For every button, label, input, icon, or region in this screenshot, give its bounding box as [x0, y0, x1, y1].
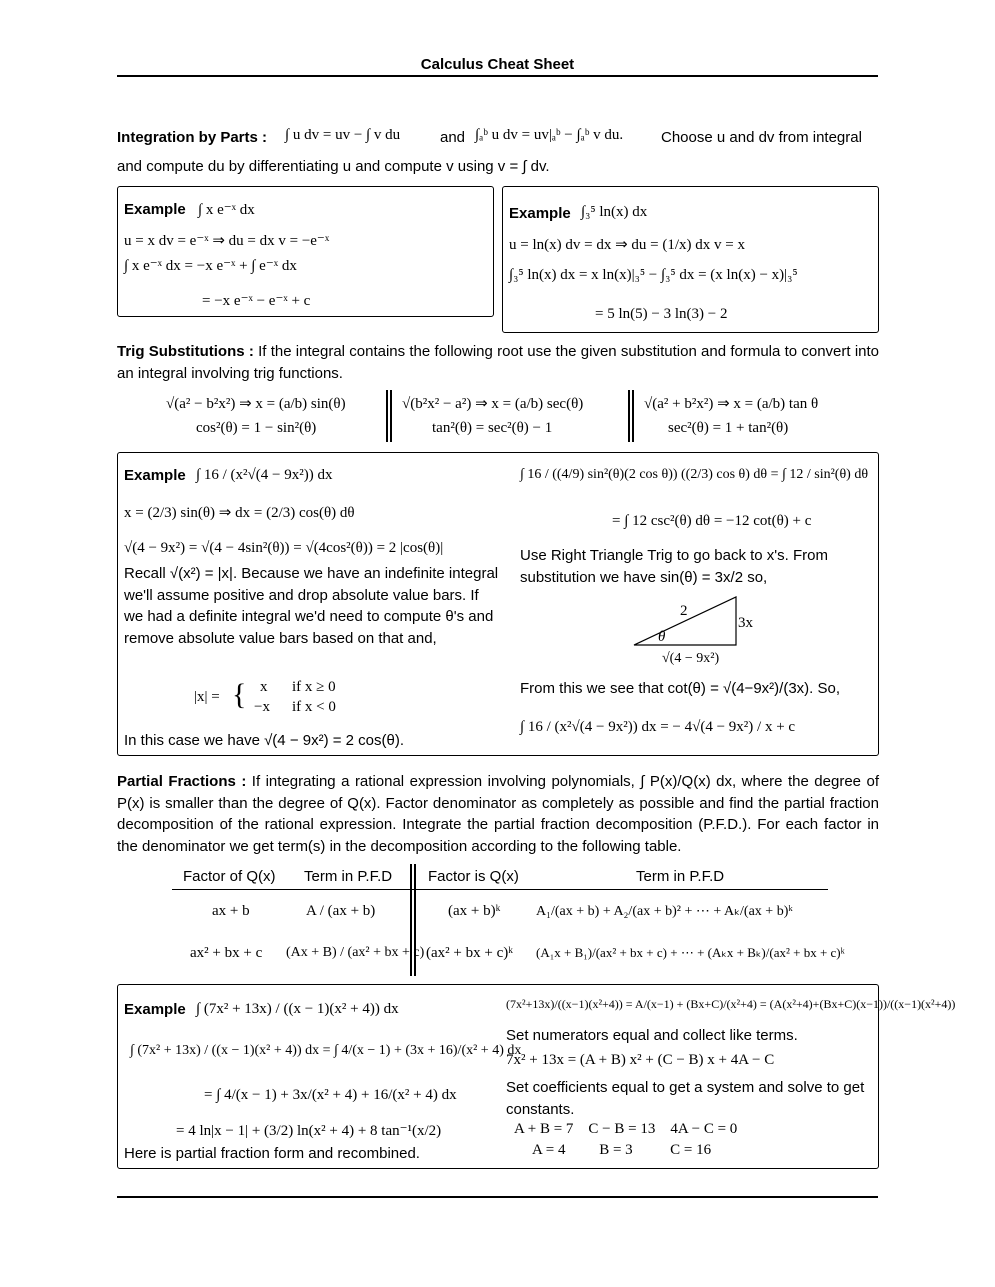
ibp-and: and — [440, 129, 466, 146]
ibp-label: Integration by Parts : — [117, 129, 268, 146]
example-label: Example — [509, 205, 571, 222]
triangle-hypotenuse-label: 2 — [680, 603, 688, 619]
ex4-line4: Here is partial fraction form and recombined. — [124, 1145, 420, 1162]
pfd-r1-term-k: A₁/(ax + b) + A₂/(ax + b)² + ⋯ + Aₖ/(ax + b)ᵏ — [536, 904, 793, 919]
ex3-abs-lhs: |x| = — [194, 689, 220, 705]
pfd-r2-term: (Ax + B) / (ax² + bx + c) — [286, 945, 425, 960]
ibp-formula-1: ∫ u dv = uv − ∫ v du — [285, 127, 401, 143]
column-divider — [628, 390, 630, 442]
pfd-header-term-k: Term in P.F.D — [636, 868, 725, 885]
pfd-header-factor: Factor of Q(x) — [183, 868, 276, 885]
triangle-adjacent-label: √(4 − 9x²) — [662, 651, 720, 666]
ex3-paragraph: Recall √(x²) = |x|. Because we have an indefinite integral we'll assume positive and drop absolute value bars. If we had a definite integral we'd need to compute θ's and remove absolute value bars based on that and, — [124, 565, 499, 647]
ex3-integral: ∫ 16 / (x²√(4 − 9x²)) dx — [196, 467, 333, 483]
column-divider — [390, 390, 392, 442]
triangle-opposite-label: 3x — [738, 615, 753, 631]
ex1-line1: u = x dv = e⁻ˣ ⇒ du = dx v = −e⁻ˣ — [124, 233, 330, 249]
pf-text: If integrating a rational expression involving polynomials, ∫ P(x)/Q(x) dx, where the degree of P(x) is smaller than the degree of Q(x). Factor denominator as completely as possible and find the partial fraction decomposition of the rational expression. Integrate the partial fraction decomposition (P.F.D.). For each factor in the denominator we get term(s) in the decomposition according to the following table. — [117, 773, 879, 855]
ex3-final: In this case we have √(4 − 9x²) = 2 cos(θ). — [124, 732, 405, 749]
pfd-r2-factor: ax² + bx + c — [190, 945, 263, 961]
trig-col3-bottom: sec²(θ) = 1 + tan²(θ) — [668, 420, 789, 436]
column-divider — [632, 390, 634, 442]
pfd-header-term: Term in P.F.D — [304, 868, 393, 885]
pfd-r1-factor: ax + b — [212, 903, 250, 919]
example-box-parts-1 — [117, 186, 494, 317]
ex3-right-line1: ∫ 16 / ((4/9) sin²(θ)(2 cos θ)) ((2/3) cos θ) dθ = ∫ 12 / sin²(θ) dθ — [520, 467, 869, 482]
ex3-case2: −x — [254, 699, 270, 715]
ex3-case1-cond: if x ≥ 0 — [292, 679, 336, 695]
trig-col2-top: √(b²x² − a²) ⇒ x = (a/b) sec(θ) — [402, 396, 584, 412]
ex4-right-line3: 7x² + 13x = (A + B) x² + (C − B) x + 4A − C — [506, 1052, 775, 1068]
ex4-line1: ∫ (7x² + 13x) / ((x − 1)(x² + 4)) dx = ∫ 4/(x − 1) + (3x + 16)/(x² + 4) dx — [130, 1043, 522, 1058]
ex2-line3: = 5 ln(5) − 3 ln(3) − 2 — [595, 306, 728, 322]
ibp-line2: and compute du by differentiating u and compute v using v = ∫ dv. — [117, 158, 550, 175]
pfd-table — [172, 864, 845, 976]
partial-fractions-intro — [117, 771, 879, 857]
ex1-integral: ∫ x e⁻ˣ dx — [198, 202, 255, 218]
trig-substitution-table — [160, 390, 860, 442]
trig-col1-bottom: cos²(θ) = 1 − sin²(θ) — [196, 420, 317, 436]
trig-col3-top: √(a² + b²x²) ⇒ x = (a/b) tan θ — [644, 396, 819, 412]
header-rule — [117, 75, 878, 77]
ex3-right-line2: = ∫ 12 csc²(θ) dθ = −12 cot(θ) + c — [612, 513, 812, 529]
example-box-parts-2 — [502, 186, 879, 333]
ex4-right-line1: (7x²+13x)/((x−1)(x²+4)) = A/(x−1) + (Bx+C)/(x²+4) = (A(x²+4)+(Bx+C)(x−1))/((x−1)(x²+4)) — [506, 997, 956, 1011]
ex1-line2: ∫ x e⁻ˣ dx = −x e⁻ˣ + ∫ e⁻ˣ dx — [124, 258, 297, 274]
example-label: Example — [124, 467, 186, 484]
example-label: Example — [124, 201, 186, 218]
triangle-angle-label: θ — [658, 629, 666, 645]
ex4-line2: = ∫ 4/(x − 1) + 3x/(x² + 4) + 16/(x² + 4) dx — [204, 1087, 457, 1103]
example-box-trig — [117, 452, 879, 756]
ex3-case1: x — [260, 679, 268, 695]
ex4-right-solution: A = 4 B = 3 C = 16 — [532, 1142, 712, 1158]
pfd-r1-term: A / (ax + b) — [306, 903, 376, 919]
pfd-header-factor-k: Factor is Q(x) — [428, 868, 519, 885]
ex1-line3: = −x e⁻ˣ − e⁻ˣ + c — [202, 293, 311, 309]
ibp-formula-2: ∫ₐᵇ u dv = uv|ₐᵇ − ∫ₐᵇ v du. — [475, 127, 624, 143]
trig-col1-top: √(a² − b²x²) ⇒ x = (a/b) sin(θ) — [166, 396, 346, 412]
ex3-right-cot: From this we see that cot(θ) = √(4−9x²)/(3x). So, — [520, 680, 841, 697]
column-divider — [386, 390, 388, 442]
ex4-line3: = 4 ln|x − 1| + (3/2) ln(x² + 4) + 8 tan⁻¹(x/2) — [176, 1123, 442, 1139]
right-triangle-diagram — [628, 593, 748, 649]
trig-text: If the integral contains the following root use the given substitution and formula to convert into an integral involving trig functions. — [117, 343, 879, 382]
ex4-right-line2: Set numerators equal and collect like terms. — [506, 1027, 798, 1044]
ex4-integral: ∫ (7x² + 13x) / ((x − 1)(x² + 4)) dx — [196, 1001, 399, 1017]
example-box-partial-fractions — [117, 984, 956, 1169]
trig-intro — [117, 341, 879, 384]
ex4-right-system: A + B = 7 C − B = 13 4A − C = 0 — [514, 1121, 738, 1137]
ex2-integral: ∫₃⁵ ln(x) dx — [581, 204, 648, 220]
pfd-r2-factor-k: (ax² + bx + c)ᵏ — [426, 945, 513, 961]
pfd-r2-term-k: (A₁x + B₁)/(ax² + bx + c) + ⋯ + (Aₖx + Bₖ)/(ax² + bx + c)ᵏ — [536, 945, 845, 960]
pf-label: Partial Fractions : — [117, 773, 247, 790]
ex3-right-text: Use Right Triangle Trig to go back to x's. From substitution we have sin(θ) = 3x/2 so, — [520, 547, 828, 586]
ex3-right-result: ∫ 16 / (x²√(4 − 9x²)) dx = − 4√(4 − 9x²) / x + c — [520, 719, 796, 735]
ex3-case2-cond: if x < 0 — [292, 699, 336, 715]
ex3-line1: x = (2/3) sin(θ) ⇒ dx = (2/3) cos(θ) dθ — [124, 505, 355, 521]
ex2-line1: u = ln(x) dv = dx ⇒ du = (1/x) dx v = x — [509, 237, 745, 253]
trig-col2-bottom: tan²(θ) = sec²(θ) − 1 — [432, 420, 553, 436]
trig-label: Trig Substitutions : — [117, 343, 254, 360]
brace-icon: { — [232, 678, 247, 711]
ex2-line2: ∫₃⁵ ln(x) dx = x ln(x)|₃⁵ − ∫₃⁵ dx = (x ln(x) − x)|₃⁵ — [509, 267, 798, 283]
pfd-r1-factor-k: (ax + b)ᵏ — [448, 903, 501, 919]
example-label: Example — [124, 1001, 186, 1018]
footer-rule — [117, 1196, 878, 1198]
ex3-line2: √(4 − 9x²) = √(4 − 4sin²(θ)) = √(4cos²(θ)) = 2 |cos(θ)| — [124, 540, 444, 556]
ibp-line1-tail: Choose u and dv from integral — [661, 129, 862, 146]
header-rule — [172, 889, 828, 890]
page-title: Calculus Cheat Sheet — [420, 56, 575, 73]
ex4-right-line4: Set coefficients equal to get a system and solve to get constants. — [506, 1079, 865, 1118]
